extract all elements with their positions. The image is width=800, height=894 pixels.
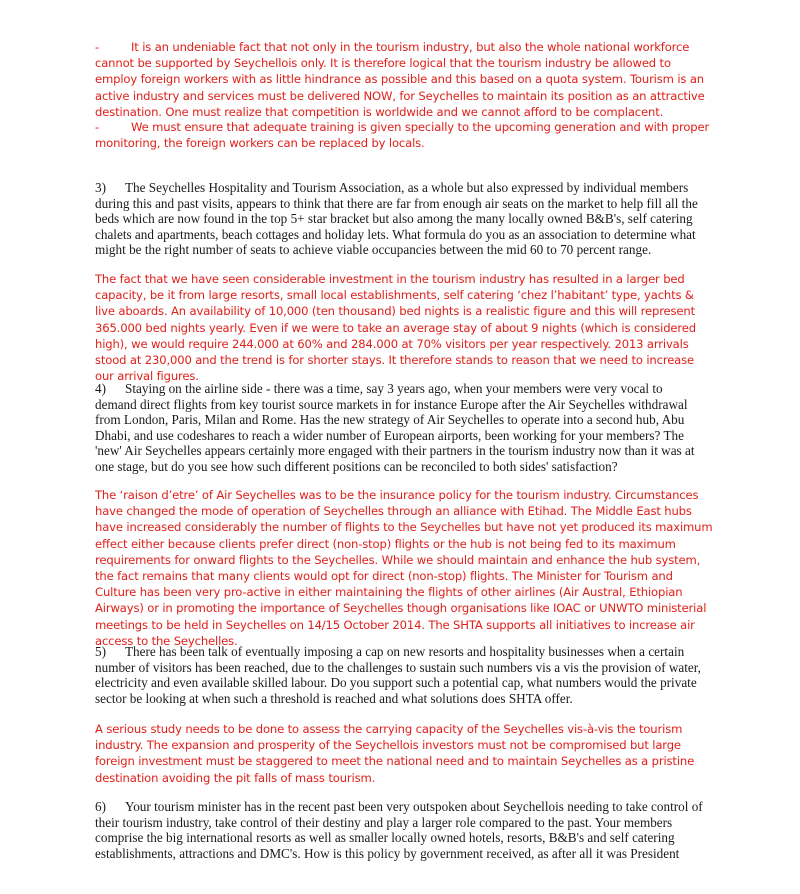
answer-4: The ‘raison d’etre’ of Air Seychelles was to be the insurance policy for the tourism industry. Circumstances have changed the mode of operation of Seychelles through an alliance with Etihad. The Middle East hubs have increased considerably the number of flights to the Seychelles but have not yet produced its maximum effect either because clients prefer direct (non-stop) flights or the hub is not being fed to its maximum requirements for onward flights to the Seychelles. While we should maintain and enhance the hub system, the fact remains that many clients would opt for direct (non-stop) flights. The Minister for Tourism and Culture has been very pro-active in either maintaining the flights of other airlines (Air Austral, Ethiopian Airways) or in promoting the importance of Seychelles though organisations like IOAC or UNWTO ministerial meetings to be held in Seychelles on 14/15 October 2014. The SHTA supports all initiatives to increase air access to the Seychelles. [95, 488, 713, 648]
question-text: The Seychelles Hospitality and Tourism Association, as a whole but also expressed by individual members during this and past visits, appears to think that there are far from enough air seats on the market to help fill all the beds which are now found in the top 5+ star bracket but also among the many locally owned B&B's, self catering chalets and apartments, beach cottages and holiday lets. What formula do you as an association to determine what might be the right number of seats to achieve viable occupancies between the mid 60 to 70 percent range. [95, 180, 698, 258]
question-6 [95, 799, 707, 861]
bullet-paragraph-1 [95, 39, 715, 120]
question-number: 5) [95, 644, 106, 659]
bullet-paragraph-2 [95, 119, 715, 151]
question-number: 6) [95, 799, 106, 814]
bullet-text: It is an undeniable fact that not only in the tourism industry, but also the whole national workforce cannot be supported by Seychellois only. It is therefore logical that the tourism industry be allowed to employ foreign workers with as little hindrance as possible and this based on a quota system. Tourism is an active industry and services must be delivered NOW, for Seychelles to maintain its position as an attractive destination. One must realize that competition is worldwide and we cannot afford to be complacent. [95, 40, 705, 119]
answer-5: A serious study needs to be done to assess the carrying capacity of the Seychelles vis-à-vis the tourism industry. The expansion and prosperity of the Seychellois investors must not be compromised but large foreign investment must be staggered to meet the national need and to maintain Seychelles as a pristine destination avoiding the pit falls of mass tourism. [95, 722, 695, 785]
question-text: Staying on the airline side - there was a time, say 3 years ago, when your members were very vocal to demand direct flights from key tourist source markets in for instance Europe after the Air Seychelles withdrawal from London, Paris, Milan and Rome. Has the new strategy of Air Seychelles to operate into a second hub, Abu Dhabi, and use codeshares to reach a wider number of European airports, been working for your members? The 'new' Air Seychelles appears certainly more engaged with their partners in the tourism industry now than it was at one stage, but do you see how such different positions can be reconciled to both sides' satisfaction? [95, 381, 695, 474]
question-5 [95, 644, 707, 706]
bullet-dash: - [95, 40, 100, 54]
bullet-dash: - [95, 120, 100, 134]
question-number: 4) [95, 381, 106, 396]
question-3 [95, 180, 707, 258]
question-text: There has been talk of eventually imposing a cap on new resorts and hospitality businesses when a certain number of visitors has been reached, due to the challenges to sustain such numbers vis a vis the provision of water, electricity and even available skilled labour. Do you support such a potential cap, what numbers would the private sector be looking at when such a threshold is reached and what solutions does SHTA offer. [95, 644, 701, 706]
bullet-text: We must ensure that adequate training is given specially to the upcoming generation and with proper monitoring, the foreign workers can be replaced by locals. [95, 120, 710, 151]
question-4 [95, 381, 707, 475]
answer-3: The fact that we have seen considerable investment in the tourism industry has resulted in a larger bed capacity, be it from large resorts, small local establishments, self catering ‘chez l’habitant’ type, yachts & live aboards. An availability of 10,000 (ten thousand) bed nights is a realistic figure and this will represent 365.000 bed nights yearly. Even if we were to take an average stay of about 9 nights (which is considered high), we would require 244.000 at 60% and 284.000 at 70% visitors per year respectively. 2013 arrivals stood at 230,000 and the trend is for shorter stays. It therefore stands to reason that we need to increase our arrival figures. [95, 272, 696, 384]
question-number: 3) [95, 180, 106, 195]
question-text: Your tourism minister has in the recent past been very outspoken about Seychellois needing to take control of their tourism industry, take control of their destiny and play a larger role compared to the past. Your members comprise the big international resorts as well as smaller locally owned hotels, resorts, B&B's and self catering establishments, attractions and DMC's. How is this policy by government received, as after all it was President [95, 799, 703, 861]
